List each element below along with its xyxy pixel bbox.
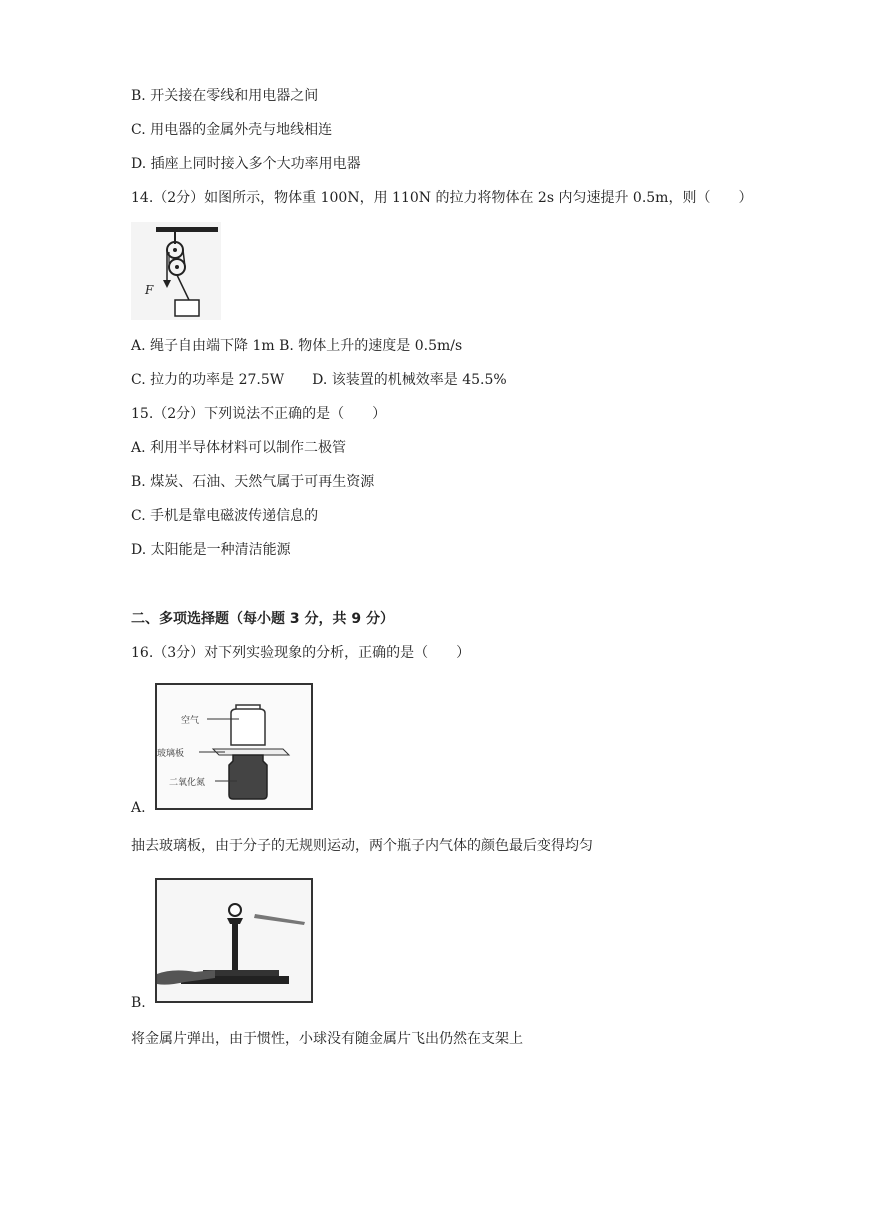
q13-option-c: C. 用电器的金属外壳与地线相连 (131, 122, 333, 138)
inertia-figure (155, 878, 313, 1003)
force-label: F (145, 283, 154, 297)
label-glass-plate: 玻璃板 (157, 749, 185, 759)
q15-stem: 15.（2分）下列说法不正确的是（ ） (131, 406, 387, 422)
q13-option-b: B. 开关接在零线和用电器之间 (131, 88, 319, 104)
q16-option-a-text: 抽去玻璃板，由于分子的无规则运动，两个瓶子内气体的颜色最后变得均匀 (131, 838, 593, 854)
section-heading: 二、多项选择题（每小题 3 分，共 9 分） (131, 611, 394, 627)
pulley-figure (131, 222, 221, 320)
q14-options-ab: A. 绳子自由端下降 1m B. 物体上升的速度是 0.5m/s (131, 338, 463, 354)
label-air: 空气 (181, 716, 200, 726)
q16-stem: 16.（3分）对下列实验现象的分析，正确的是（ ） (131, 645, 471, 661)
q16-option-a-letter: A. (131, 800, 146, 816)
q15-option-a: A. 利用半导体材料可以制作二极管 (131, 440, 347, 456)
diffusion-figure (155, 683, 313, 810)
q16-option-b-letter: B. (131, 995, 146, 1011)
q16-option-b-text: 将金属片弹出，由于惯性，小球没有随金属片飞出仍然在支架上 (131, 1031, 523, 1047)
q14-stem: 14.（2分）如图所示，物体重 100N，用 110N 的拉力将物体在 2s 内匀速提升 0.5m，则（ ） (131, 190, 753, 206)
q15-option-d: D. 太阳能是一种清洁能源 (131, 542, 291, 558)
label-no2: 二氧化氮 (169, 778, 206, 788)
q13-option-d: D. 插座上同时接入多个大功率用电器 (131, 156, 361, 172)
q15-option-b: B. 煤炭、石油、天然气属于可再生资源 (131, 474, 375, 490)
q15-option-c: C. 手机是靠电磁波传递信息的 (131, 508, 319, 524)
q14-options-cd: C. 拉力的功率是 27.5W D. 该装置的机械效率是 45.5% (131, 372, 507, 388)
